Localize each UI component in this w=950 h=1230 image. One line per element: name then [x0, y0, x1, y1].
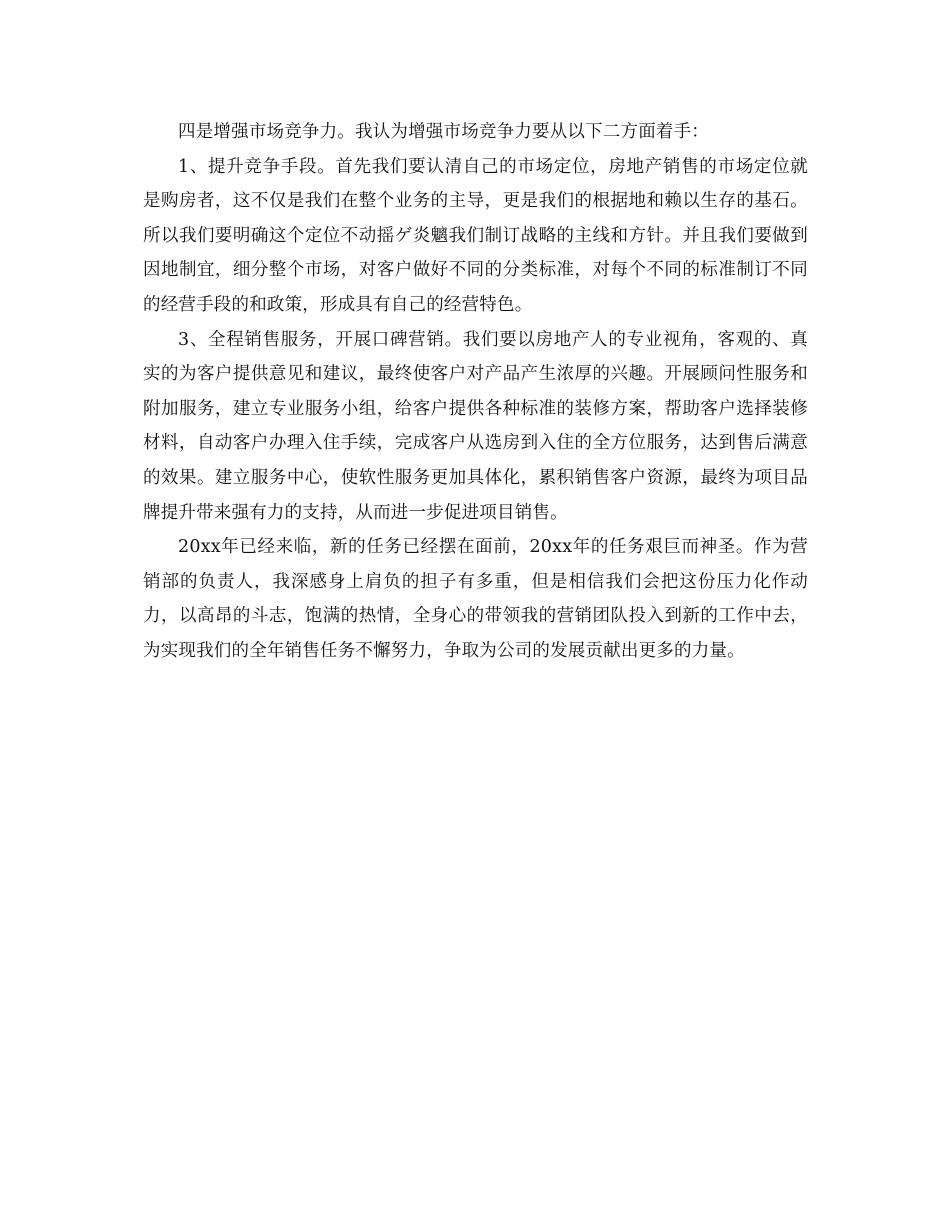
paragraph-full-sales-service: 3、全程销售服务，开展口碑营销。我们要以房地产人的专业视角，客观的、真实的为客户提供意见和建议，最终使客户对产品产生浓厚的兴趣。开展顾问性服务和附加服务，建立专业服务小组，给客户提供各种标准的装修方案，帮助客户选择装修材料，自动客户办理入住手续，完成客户从选房到入住的全方位服务，达到售后满意的效果。建立服务中心，使软性服务更加具体化，累积销售客户资源，最终为项目品牌提升带来强有力的支持，从而进一步促进项目销售。: [143, 329, 808, 523]
paragraph-competitiveness-intro: 四是增强市场竞争力。我认为增强市场竞争力要从以下二方面着手：: [178, 122, 709, 142]
document-body: [143, 115, 808, 669]
paragraph-competitive-means: 1、提升竞争手段。首先我们要认清自己的市场定位，房地产销售的市场定位就是购房者，这不仅是我们在整个业务的主导，更是我们的根据地和赖以生存的基石。所以我们要明确这个定位不动摇ゲ炎魑我们制订战略的主线和方针。并且我们要做到因地制宜，细分整个市场，对客户做好不同的分类标准，对每个不同的标准制订不同的经营手段的和政策，形成具有自己的经营特色。: [143, 156, 808, 315]
paragraph-closing: 20xx年已经来临，新的任务已经摆在面前，20xx年的任务艰巨而神圣。作为营销部的负责人，我深感身上肩负的担子有多重，但是相信我们会把这份压力化作动力，以高昂的斗志，饱满的热情，全身心的带领我的营销团队投入到新的工作中去，为实现我们的全年销售任务不懈努力，争取为公司的发展贡献出更多的力量。: [143, 537, 808, 661]
